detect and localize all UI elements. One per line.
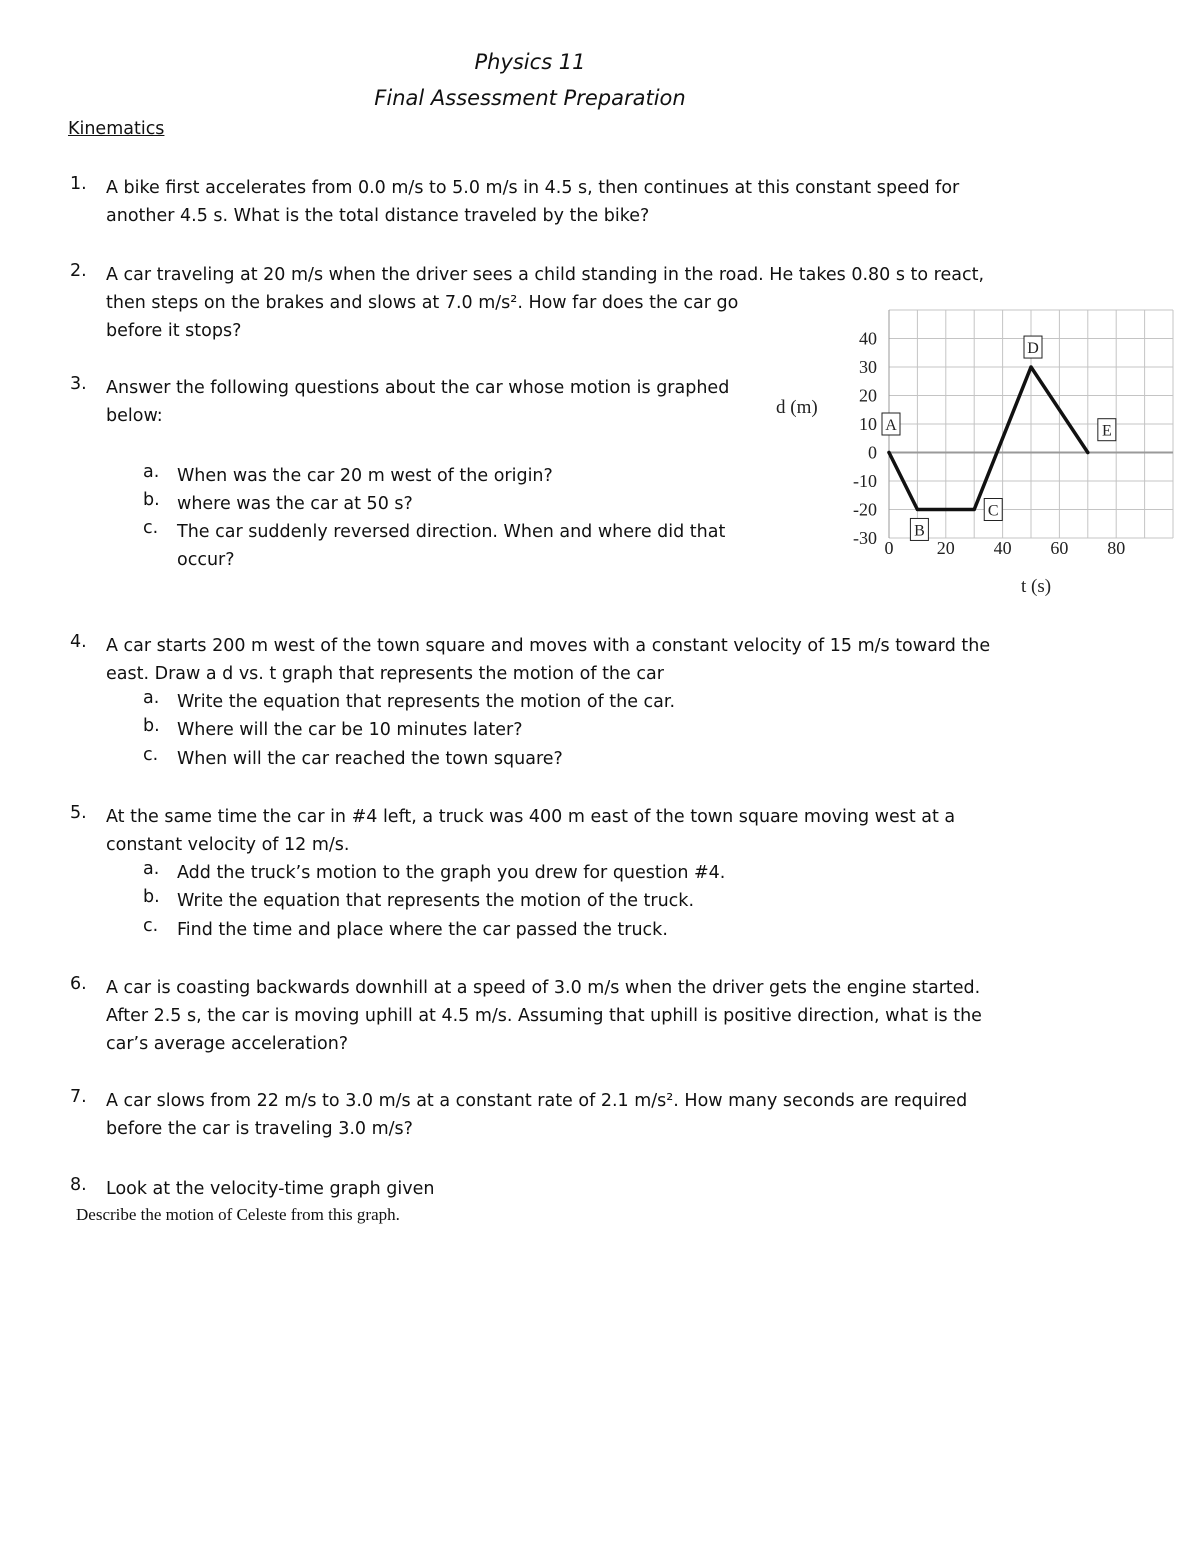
question-line: another 4.5 s. What is the total distance traveled by the bike? bbox=[106, 206, 650, 226]
point-label-a bbox=[882, 413, 900, 435]
question-line: car’s average acceleration? bbox=[106, 1034, 349, 1054]
data-point bbox=[1086, 451, 1089, 454]
question-line: Look at the velocity-time graph given bbox=[106, 1179, 435, 1199]
point-label-d bbox=[1024, 336, 1042, 358]
question-line: A car traveling at 20 m/s when the driver sees a child standing in the road. He takes 0.80 s to react, bbox=[106, 265, 985, 285]
y-tick-label: -10 bbox=[853, 471, 877, 491]
x-tick-label: 60 bbox=[1050, 538, 1069, 558]
sub-label: a. bbox=[143, 688, 160, 708]
x-tick-label: 80 bbox=[1107, 538, 1126, 558]
question-line: At the same time the car in #4 left, a truck was 400 m east of the town square moving west at a bbox=[106, 807, 956, 827]
sub-label: c. bbox=[143, 745, 159, 765]
y-tick-label: 0 bbox=[868, 442, 877, 463]
question-line: A car is coasting backwards downhill at a speed of 3.0 m/s when the driver gets the engine started. bbox=[106, 978, 981, 998]
point-label-e bbox=[1098, 419, 1116, 441]
y-tick-label: -30 bbox=[853, 528, 877, 548]
sub-label: c. bbox=[143, 518, 159, 538]
question-text bbox=[106, 374, 729, 430]
sub-question: Add the truck’s motion to the graph you drew for question #4. bbox=[177, 863, 726, 883]
question-number: 8. bbox=[70, 1175, 87, 1195]
sub-question: When will the car reached the town square? bbox=[177, 749, 563, 769]
question-line: A bike first accelerates from 0.0 m/s to 5.0 m/s in 4.5 s, then continues at this constant speed for bbox=[106, 178, 960, 198]
y-tick-label: 10 bbox=[859, 414, 877, 434]
y-tick-label: 20 bbox=[859, 385, 877, 406]
data-point bbox=[1029, 365, 1032, 368]
sub-question: When was the car 20 m west of the origin? bbox=[177, 466, 553, 486]
x-axis-label: t (s) bbox=[1021, 576, 1052, 597]
question-number: 1. bbox=[70, 174, 87, 194]
point-label-text: A bbox=[885, 417, 897, 434]
section-heading: Kinematics bbox=[68, 119, 165, 139]
sub-label: b. bbox=[143, 716, 160, 736]
sub-line: occur? bbox=[177, 550, 235, 570]
sub-label: c. bbox=[143, 916, 159, 936]
question-text bbox=[106, 174, 959, 230]
question-line: then steps on the brakes and slows at 7.0 m/s². How far does the car go bbox=[106, 293, 739, 313]
point-label-b bbox=[910, 518, 928, 540]
question-line: A car starts 200 m west of the town square and moves with a constant velocity of 15 m/s toward the bbox=[106, 636, 991, 656]
question-line: Answer the following questions about the car whose motion is graphed bbox=[106, 378, 730, 398]
sub-label: a. bbox=[143, 859, 160, 879]
y-tick-label: -20 bbox=[853, 499, 877, 520]
question-line: before it stops? bbox=[106, 321, 242, 341]
page-subtitle: Final Assessment Preparation bbox=[374, 86, 686, 110]
x-tick-label: 20 bbox=[936, 538, 955, 558]
question-text bbox=[106, 803, 955, 859]
question-line: below: bbox=[106, 406, 163, 426]
question-text bbox=[106, 632, 990, 688]
question-number: 5. bbox=[70, 803, 87, 823]
sub-question: Where will the car be 10 minutes later? bbox=[177, 720, 523, 740]
point-label-text: C bbox=[987, 502, 999, 520]
sub-question: Find the time and place where the car passed the truck. bbox=[177, 920, 668, 940]
question-number: 4. bbox=[70, 632, 87, 652]
question-line: before the car is traveling 3.0 m/s? bbox=[106, 1119, 413, 1139]
point-label-c bbox=[984, 499, 1002, 521]
data-point bbox=[973, 508, 976, 511]
sub-question: Write the equation that represents the motion of the car. bbox=[177, 692, 676, 712]
question-text bbox=[106, 974, 982, 1058]
sub-question: Write the equation that represents the motion of the truck. bbox=[177, 891, 695, 911]
point-label-text: D bbox=[1027, 340, 1039, 358]
distance-time-graph bbox=[770, 300, 1190, 610]
data-point bbox=[916, 508, 919, 511]
question-line: east. Draw a d vs. t graph that represents the motion of the car bbox=[106, 664, 664, 684]
x-tick-label: 40 bbox=[993, 538, 1012, 558]
point-label-text: E bbox=[1101, 422, 1112, 440]
question-line: constant velocity of 12 m/s. bbox=[106, 835, 350, 855]
question-8-note: Describe the motion of Celeste from this graph. bbox=[76, 1205, 400, 1224]
series-line bbox=[889, 367, 1088, 510]
y-axis-label: d (m) bbox=[776, 397, 818, 418]
question-text bbox=[106, 1087, 967, 1143]
sub-label: b. bbox=[143, 490, 160, 510]
question-number: 2. bbox=[70, 261, 87, 281]
sub-label: a. bbox=[143, 462, 160, 482]
sub-label: b. bbox=[143, 887, 160, 907]
question-number: 7. bbox=[70, 1087, 87, 1107]
sub-question bbox=[177, 518, 725, 574]
sub-question: where was the car at 50 s? bbox=[177, 494, 413, 514]
x-tick-label: 0 bbox=[884, 538, 894, 558]
question-number: 3. bbox=[70, 374, 87, 394]
sub-line: The car suddenly reversed direction. When and where did that bbox=[177, 522, 726, 542]
question-line: After 2.5 s, the car is moving uphill at 4.5 m/s. Assuming that uphill is positive direction, what is the bbox=[106, 1006, 982, 1026]
point-label-text: B bbox=[914, 522, 925, 540]
question-text bbox=[106, 1175, 434, 1203]
y-tick-label: 30 bbox=[859, 357, 877, 377]
page-title: Physics 11 bbox=[474, 50, 586, 74]
y-tick-label: 40 bbox=[859, 328, 877, 349]
tick-labels bbox=[853, 329, 1125, 559]
data-point bbox=[887, 451, 890, 454]
question-line: A car slows from 22 m/s to 3.0 m/s at a constant rate of 2.1 m/s². How many seconds are required bbox=[106, 1091, 968, 1111]
question-number: 6. bbox=[70, 974, 87, 994]
